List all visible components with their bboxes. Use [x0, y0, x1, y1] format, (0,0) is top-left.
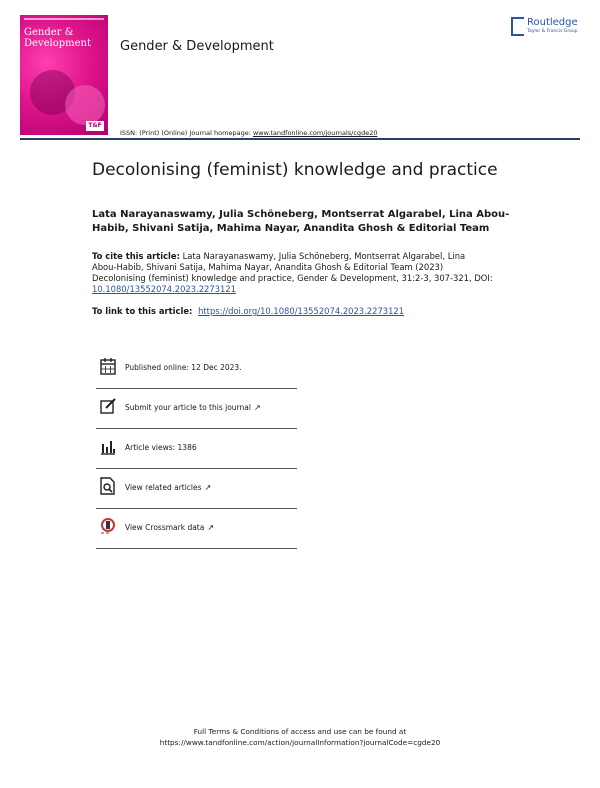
submit-article-link[interactable]: Submit your article to this journal ↗ — [125, 403, 261, 412]
related-articles-row[interactable] — [96, 468, 297, 509]
doi-link[interactable]: 10.1080/13552074.2023.2273121 — [92, 284, 237, 294]
link-label: To link to this article: — [92, 306, 193, 316]
footer-text: Full Terms & Conditions of access and use can be found at — [193, 727, 407, 736]
related-articles-icon — [100, 477, 116, 495]
published-row — [96, 348, 297, 389]
cite-text: Lata Narayanaswamy, Julia Schöneberg, Montserrat Algarabel, Lina — [179, 251, 466, 261]
authors-line: Habib, Shivani Satija, Mahima Nayar, Anandita Ghosh & Editorial Team — [92, 223, 490, 234]
footer — [0, 726, 600, 748]
calendar-icon — [100, 357, 116, 375]
issn-label: ISSN: (Print) (Online) Journal homepage: — [120, 129, 251, 137]
crossmark-row[interactable] — [96, 508, 297, 549]
edit-icon — [100, 397, 116, 415]
article-doi-link[interactable]: https://doi.org/10.1080/13552074.2023.2273121 — [198, 306, 405, 316]
journal-name: Gender & Development — [120, 39, 274, 54]
publisher-name: Routledge — [527, 17, 578, 28]
cite-text: Decolonising (feminist) knowledge and practice, Gender & Development, 31:2-3, 307-321, DOI: — [92, 273, 493, 283]
publisher-tagline: Taylor & Francis Group — [527, 29, 578, 34]
article-views-row — [96, 428, 297, 469]
cite-text: Abou-Habib, Shivani Satija, Mahima Nayar, Anandita Ghosh & Editorial Team (2023) — [92, 262, 444, 272]
publisher-logo — [511, 17, 583, 39]
journal-homepage-link[interactable]: www.tandfonline.com/journals/cgde20 — [252, 129, 378, 137]
authors-line: Lata Narayanaswamy, Julia Schöneberg, Montserrat Algarabel, Lina Abou- — [92, 209, 510, 220]
article-authors — [92, 208, 522, 236]
article-views: Article views: 1386 — [125, 443, 197, 452]
citation-block — [92, 251, 522, 295]
bar-chart-icon — [100, 437, 116, 455]
external-link-icon: ↗ — [253, 403, 261, 412]
routledge-r-icon — [511, 17, 524, 36]
cover-decoration — [65, 85, 105, 125]
submit-article-row[interactable] — [96, 388, 297, 429]
footer-terms-link[interactable]: https://www.tandfonline.com/action/journalInformation?journalCode=cgde20 — [159, 738, 441, 747]
cover-top-band — [24, 18, 104, 20]
related-articles-link[interactable]: View related articles ↗ — [125, 483, 212, 492]
article-link-line — [92, 306, 404, 316]
external-link-icon: ↗ — [204, 483, 212, 492]
issn-line — [120, 129, 377, 137]
cover-publisher-logo: T&F — [86, 121, 104, 131]
crossmark-link[interactable]: View Crossmark data ↗ — [125, 523, 215, 532]
crossmark-icon — [100, 517, 116, 535]
cite-label: To cite this article: — [92, 251, 180, 261]
journal-cover-image — [20, 15, 108, 135]
article-title: Decolonising (feminist) knowledge and practice — [92, 160, 498, 180]
published-date: Published online: 12 Dec 2023. — [125, 363, 242, 372]
cover-title: Gender & Development — [24, 27, 91, 49]
header-divider — [20, 138, 580, 140]
external-link-icon: ↗ — [207, 523, 215, 532]
